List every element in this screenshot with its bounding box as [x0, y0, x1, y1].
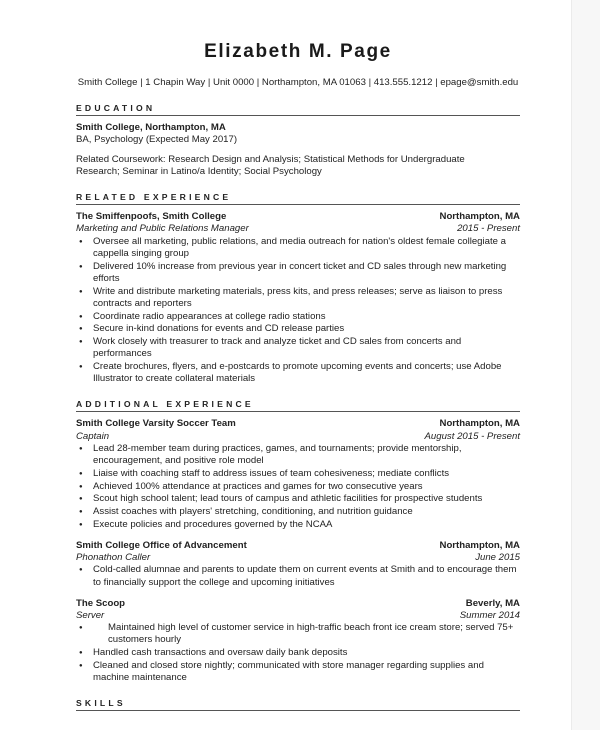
job-dates: June 2015 [475, 552, 520, 564]
bullet-item: ● Liaise with coaching staff to address issues of team cohesiveness; mediate conflicts [76, 468, 520, 480]
resume-name: Elizabeth M. Page [204, 41, 392, 62]
additional-heading: ADDITIONAL EXPERIENCE [76, 398, 520, 412]
job-bullets [76, 564, 520, 588]
job-location: Northampton, MA [439, 211, 520, 223]
job-location: Beverly, MA [465, 597, 520, 609]
bullet-item: ● Maintained high level of customer service in high-traffic beach front ice cream store; served 75+ customers hourly [76, 622, 520, 646]
job-entry [76, 540, 520, 588]
job-entry [76, 598, 520, 684]
job-role: Server [76, 609, 105, 621]
job-entry [76, 211, 520, 385]
job-org: The Smiffenpoofs, Smith College [76, 211, 227, 223]
related-heading: RELATED EXPERIENCE [76, 191, 520, 205]
job-org: Smith College Office of Advancement [76, 540, 247, 552]
education-coursework-1: Related Coursework: Research Design and Analysis; Statistical Methods for Undergraduate [76, 154, 465, 166]
job-location: Northampton, MA [439, 418, 520, 430]
job-dates: 2015 - Present [457, 223, 520, 235]
bullet-item: ● Cold-called alumnae and parents to update them on current events at Smith and to encourage them to financially support the college and upcoming initiatives [76, 564, 520, 588]
bullet-item: ● Oversee all marketing, public relations, and media outreach for nation's oldest female collegiate a cappella singing group [76, 236, 520, 260]
bullet-item: ● Lead 28-member team during practices, games, and tournaments; provide mentorship, encouragement, and positive role model [76, 443, 520, 467]
contact-line: Smith College | 1 Chapin Way | Unit 0000 | Northampton, MA 01063 | 413.555.1212 | epage@smith.edu [77, 77, 519, 88]
bullet-item: ● Scout high school talent; lead tours of campus and athletic facilities for prospective students [76, 493, 520, 505]
education-school: Smith College, Northampton, MA [76, 122, 226, 133]
education-degree: BA, Psychology (Expected May 2017) [76, 134, 238, 146]
job-bullets [76, 622, 520, 684]
bullet-item: ● Delivered 10% increase from previous year in concert ticket and CD sales through new marketing efforts [76, 261, 520, 285]
job-bullets [76, 443, 520, 532]
job-dates: Summer 2014 [459, 609, 520, 621]
job-dates: August 2015 - Present [424, 430, 520, 442]
bullet-item: ● Execute policies and procedures governed by the NCAA [76, 519, 520, 531]
related-section [76, 211, 520, 385]
bullet-item: ● Coordinate radio appearances at college radio stations [76, 311, 520, 323]
education-coursework-2: Research; Seminar in Latino/a Identity; Social Psychology [76, 166, 322, 178]
resume-page [76, 40, 520, 717]
bullet-item: ● Work closely with treasurer to track and analyze ticket and CD sales from concerts and performances [76, 336, 520, 360]
education-heading: EDUCATION [76, 102, 520, 116]
job-org: The Scoop [76, 597, 126, 609]
education-section [76, 122, 520, 178]
bullet-item: ● Secure in-kind donations for events and CD release parties [76, 323, 520, 335]
job-role: Marketing and Public Relations Manager [76, 223, 249, 235]
job-entry [76, 418, 520, 531]
bullet-item: ● Write and distribute marketing materials, press kits, and press releases; serve as liaison to press contracts and reporters [76, 286, 520, 310]
skills-heading: SKILLS [76, 697, 520, 711]
bullet-item: ● Create brochures, flyers, and e-postcards to promote upcoming events and concerts; use Adobe Illustrator to create collateral materials [76, 361, 520, 385]
job-role: Captain [76, 430, 110, 442]
bullet-item: ● Cleaned and closed store nightly; communicated with store manager regarding supplies and machine maintenance [76, 660, 520, 684]
bullet-item: ● Assist coaches with players' stretching, conditioning, and nutrition guidance [76, 506, 520, 518]
job-role: Phonathon Caller [76, 552, 151, 564]
additional-section [76, 418, 520, 683]
job-org: Smith College Varsity Soccer Team [76, 418, 236, 430]
job-bullets [76, 236, 520, 386]
page-edge [571, 0, 600, 730]
job-location: Northampton, MA [439, 540, 520, 552]
bullet-item: ● Achieved 100% attendance at practices and games for two consecutive years [76, 481, 520, 493]
bullet-item: ● Handled cash transactions and oversaw daily bank deposits [76, 647, 520, 659]
